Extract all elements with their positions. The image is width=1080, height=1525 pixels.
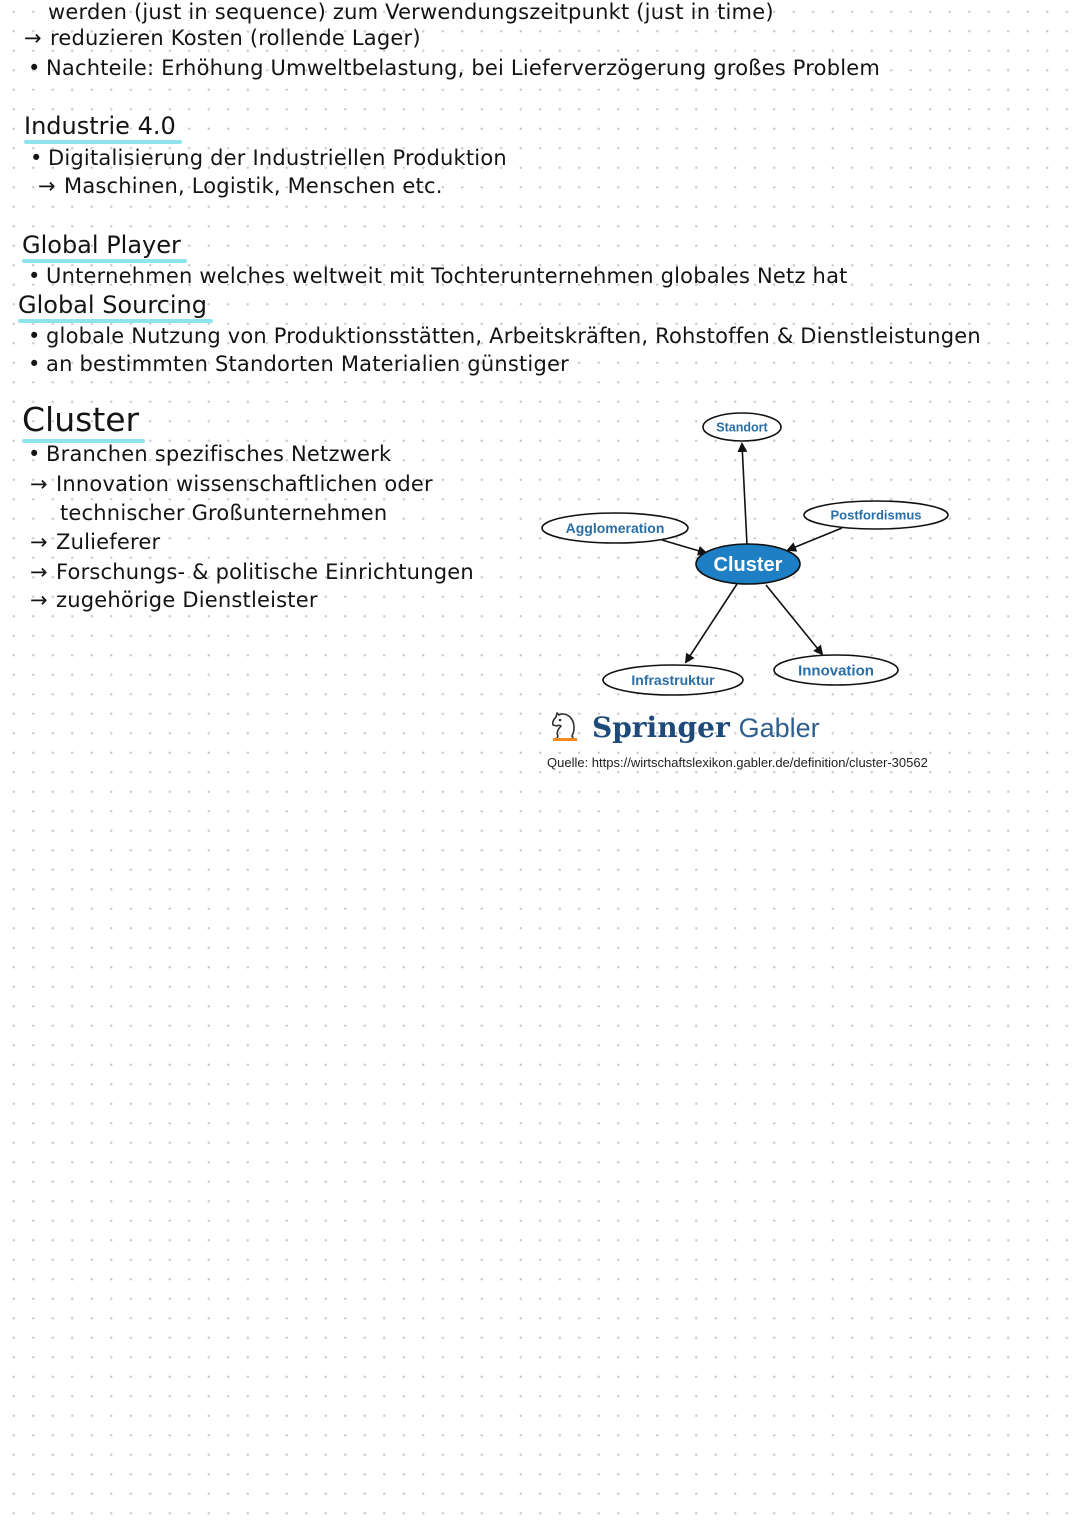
cluster-sub-3-text: Forschungs- & politische Einrichtungen: [56, 560, 474, 584]
source-line: Quelle: https://wirtschaftslexikon.gabler.de/definition/cluster-30562: [547, 755, 928, 770]
bullet-icon: •: [30, 146, 43, 170]
bullet-icon: •: [28, 352, 41, 376]
springer-sub: Gabler: [738, 713, 820, 743]
edge-cluster-infrastruktur: [686, 584, 737, 662]
heading-global-player-text: Global Player: [22, 231, 181, 259]
chess-knight-icon: [548, 710, 582, 744]
bullet-icon: •: [28, 442, 41, 466]
cluster-diagram: [0, 0, 1080, 720]
springer-brand: Springer: [592, 711, 730, 744]
node-cluster-label: Cluster: [713, 554, 783, 576]
heading-industrie-text: Industrie 4.0: [24, 112, 176, 140]
arrow-icon: →: [38, 174, 56, 198]
edge-cluster-innovation: [766, 585, 822, 654]
heading-cluster-text: Cluster: [22, 400, 140, 439]
bullet-icon: •: [28, 56, 41, 80]
cluster-bullet-1-text: Branchen spezifisches Netzwerk: [46, 442, 392, 466]
node-standort-label: Standort: [716, 420, 768, 435]
arrow-icon: →: [30, 472, 48, 496]
industrie-sub-1-text: Maschinen, Logistik, Menschen etc.: [64, 174, 443, 198]
bullet-icon: •: [28, 264, 41, 288]
cluster-sub-1b: technischer Großunternehmen: [60, 501, 388, 525]
global-player-bullet-1-text: Unternehmen welches weltweit mit Tochterunternehmen globales Netz hat: [46, 264, 848, 288]
cluster-sub-2-text: Zulieferer: [56, 530, 161, 554]
bullet-icon: •: [28, 324, 41, 348]
edge-cluster-standort: [742, 444, 747, 545]
arrow-icon: →: [24, 26, 42, 50]
intro-line-2-text: reduzieren Kosten (rollende Lager): [50, 26, 421, 50]
cluster-sub-4-text: zugehörige Dienstleister: [56, 588, 318, 612]
node-innovation-label: Innovation: [798, 662, 874, 680]
global-sourcing-bullet-1-text: globale Nutzung von Produktionsstätten, Arbeitskräften, Rohstoffen & Dienstleistungen: [46, 324, 981, 348]
arrow-icon: →: [30, 588, 48, 612]
springer-wordmark: [592, 711, 820, 744]
edge-agglomeration-cluster: [662, 540, 706, 553]
edge-postfordismus-cluster: [788, 528, 842, 550]
intro-line-3-text: Nachteile: Erhöhung Umweltbelastung, bei Lieferverzögerung großes Problem: [46, 56, 881, 80]
node-agglomeration-label: Agglomeration: [565, 520, 665, 536]
arrow-icon: →: [30, 530, 48, 554]
industrie-bullet-1-text: Digitalisierung der Industriellen Produktion: [48, 146, 507, 170]
node-infrastruktur-label: Infrastruktur: [631, 672, 715, 688]
heading-global-sourcing-text: Global Sourcing: [18, 291, 207, 319]
cluster-sub-1a-text: Innovation wissenschaftlichen oder: [56, 472, 433, 496]
arrow-icon: →: [30, 560, 48, 584]
global-sourcing-bullet-2-text: an bestimmten Standorten Materialien günstiger: [46, 352, 569, 376]
intro-line-1: werden (just in sequence) zum Verwendungszeitpunkt (just in time): [48, 0, 774, 24]
node-postfordismus-label: Postfordismus: [830, 507, 922, 523]
